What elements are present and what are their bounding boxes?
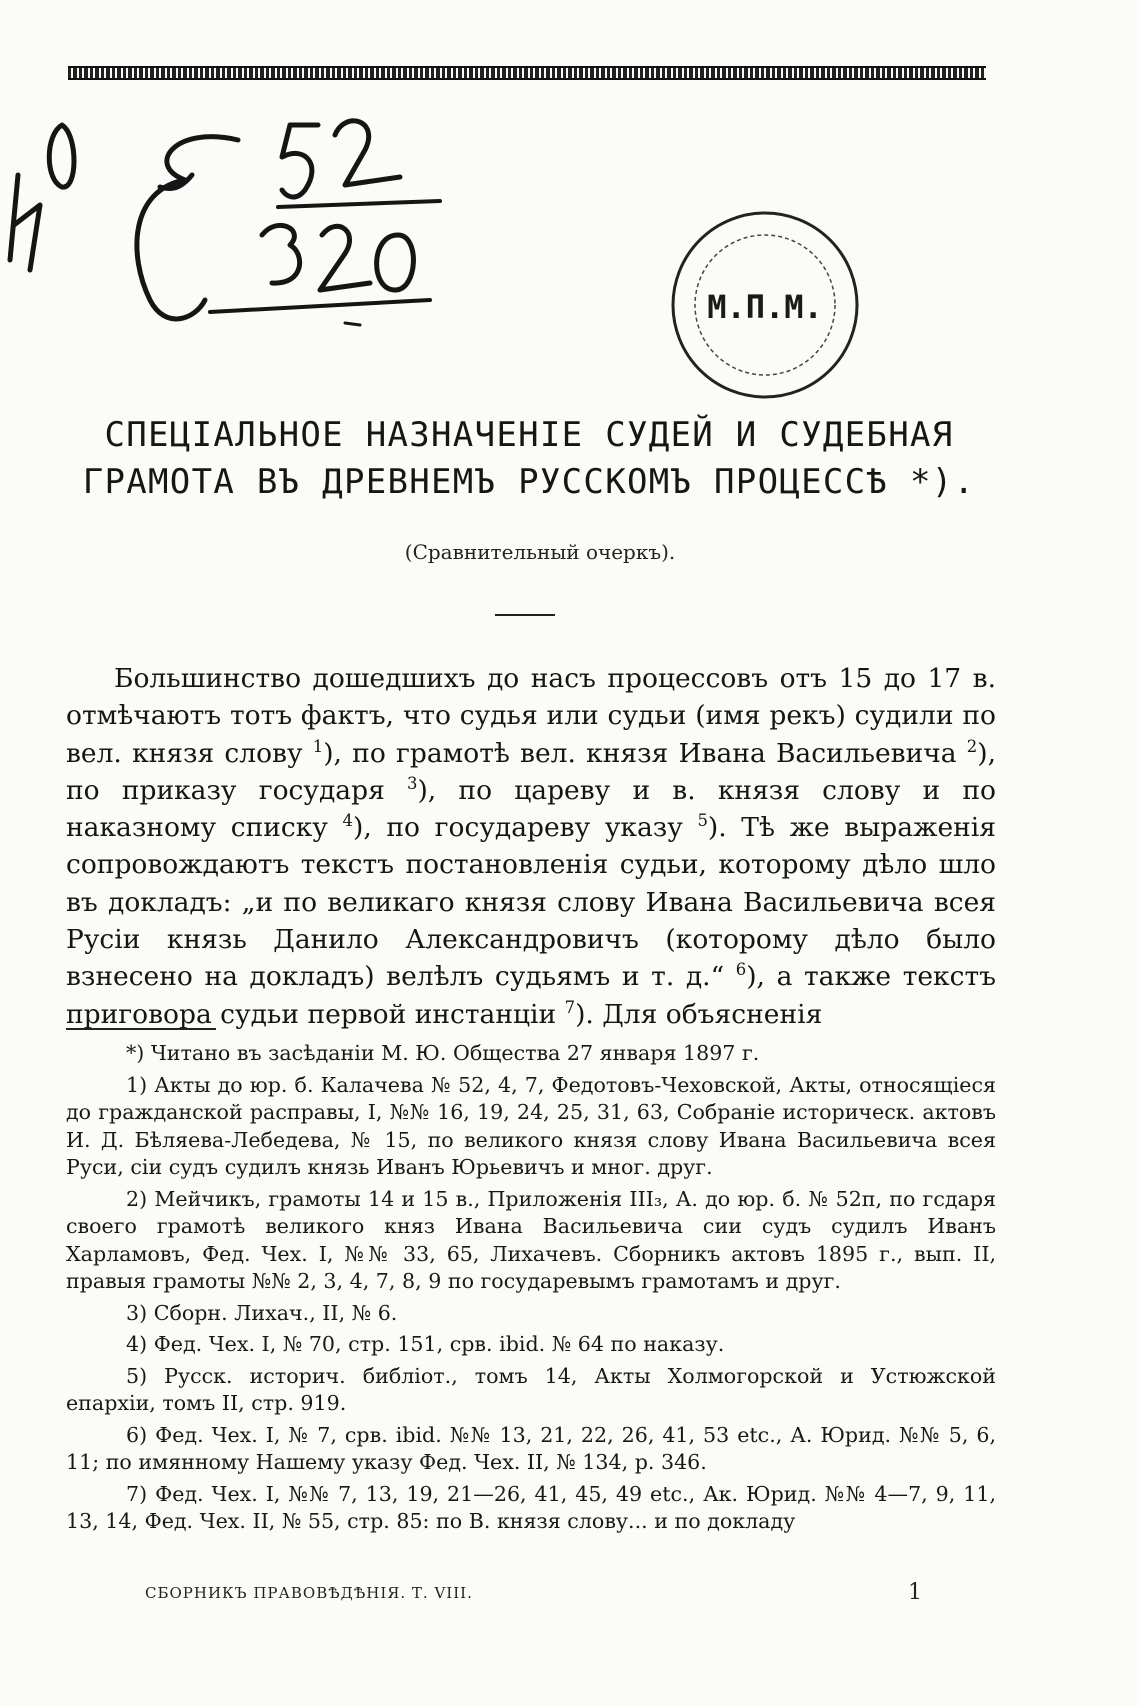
footnote-ref: 5 [697,811,708,831]
footnote-ref: 4 [342,811,353,831]
footer-signature: СБОРНИКЪ ПРАВОВѢДѢНІЯ. Т. VIII. [145,1584,473,1602]
footnote: 4) Фед. Чех. I, № 70, стр. 151, срв. ibid. № 64 по наказу. [126,1332,725,1356]
footnote-ref: 7 [564,997,576,1017]
footnotes [66,1040,996,1540]
footnote-divider [66,1028,216,1030]
body-paragraph: Большинство дошедшихъ до насъ процессовъ отъ 15 до 17 в. отмѣчаютъ тотъ фактъ, что судья или судьи (имя рекъ) судили по вел. князя слову $^1$), по грамотѣ вел. князя Ивана Васильевича $^2$), по приказу государя $^3$), по цареву и в. князя слову и по наказному списку $^4$), по государеву указу $^5$). Тѣ же выраженія сопровождаютъ текстъ постановленія судьи, которому дѣло шло въ докладъ: „и по великаго князя слову Ивана Васильевича всея Русіи князь Данило Александровичъ (которому дѣло было взнесено на докладъ) велѣлъ судьямъ и т. д.“ $^6$), а также текстъ приговора судьи первой инстанціи $^7$). Для объясненія [66,663,996,1030]
footnote: 5) Русск. историч. библіот., томъ 14, Акты Холмогорской и Устюжской епархіи, томъ II, стр. 919. [66,1363,997,1415]
footnote-ref: 6 [735,960,747,980]
footnote: 7) Фед. Чех. I, №№ 7, 13, 19, 21—26, 41, 45, 49 etc., Ак. Юрид. №№ 4—7, 9, 11, 13, 14, Фед. Чех. II, № 55, стр. 85: по В. князя слову... и по докладу [66,1481,997,1533]
footnote: 2) Мейчикъ, грамоты 14 и 15 в., Приложенія III₃, А. до юр. б. № 52п, по гсдаря своего грамотѣ великого княз Ивана Васильевича сии судъ судилъ Иванъ Харламовъ, Фед. Чех. I, №№ 33, 65, Лихачевъ. Сборникъ актовъ 1895 г., вып. II, правыя грамоты №№ 2, 3, 4, 7, 8, 9 по государевымъ грамотамъ и друг. [66,1186,996,1293]
library-stamp [660,200,870,410]
article-title [60,412,998,506]
title-line-1: СПЕЦІАЛЬНОЕ НАЗНАЧЕНІЕ СУДЕЙ И СУДЕБНАЯ [104,415,954,455]
footnote: 6) Фед. Чех. I, № 7, срв. ibid. №№ 13, 21, 22, 26, 41, 53 etc., А. Юрид. №№ 5, 6, 11; по имянному Нашему указу Фед. Чех. II, № 134, р. 346. [66,1422,997,1474]
top-ornamental-border [68,66,986,80]
footnote: *) Читано въ засѣданіи М. Ю. Общества 27 января 1897 г. [126,1041,760,1065]
title-divider [495,614,555,616]
subtitle: (Сравнительный очеркъ). [404,540,676,564]
title-line-2: ГРАМОТА ВЪ ДРЕВНЕМЪ РУССКОМЪ ПРОЦЕССѢ *). [82,462,976,502]
handwritten-shelfmark [0,95,470,355]
footnote: 1) Акты до юр. б. Калачева № 52, 4, 7, Федотовъ-Чеховской, Акты, относящіеся до гражданской расправы, I, №№ 16, 19, 24, 25, 31, 63, Собраніе историческ. актовъ И. Д. Бѣляева-Лебедева, № 15, по великого князя слову Ивана Васильевича всея Руси, сіи судъ судилъ князь Иванъ Юрьевичъ и мног. друг. [66,1072,996,1179]
page-number: 1 [908,1580,922,1605]
footnote: 3) Сборн. Лихач., II, № 6. [126,1300,398,1325]
svg-text:М.П.М.: М.П.М. [707,288,823,326]
footnote-ref: 3 [407,774,418,794]
footnote-ref: 1 [312,736,324,756]
footnote-ref: 2 [966,736,978,756]
